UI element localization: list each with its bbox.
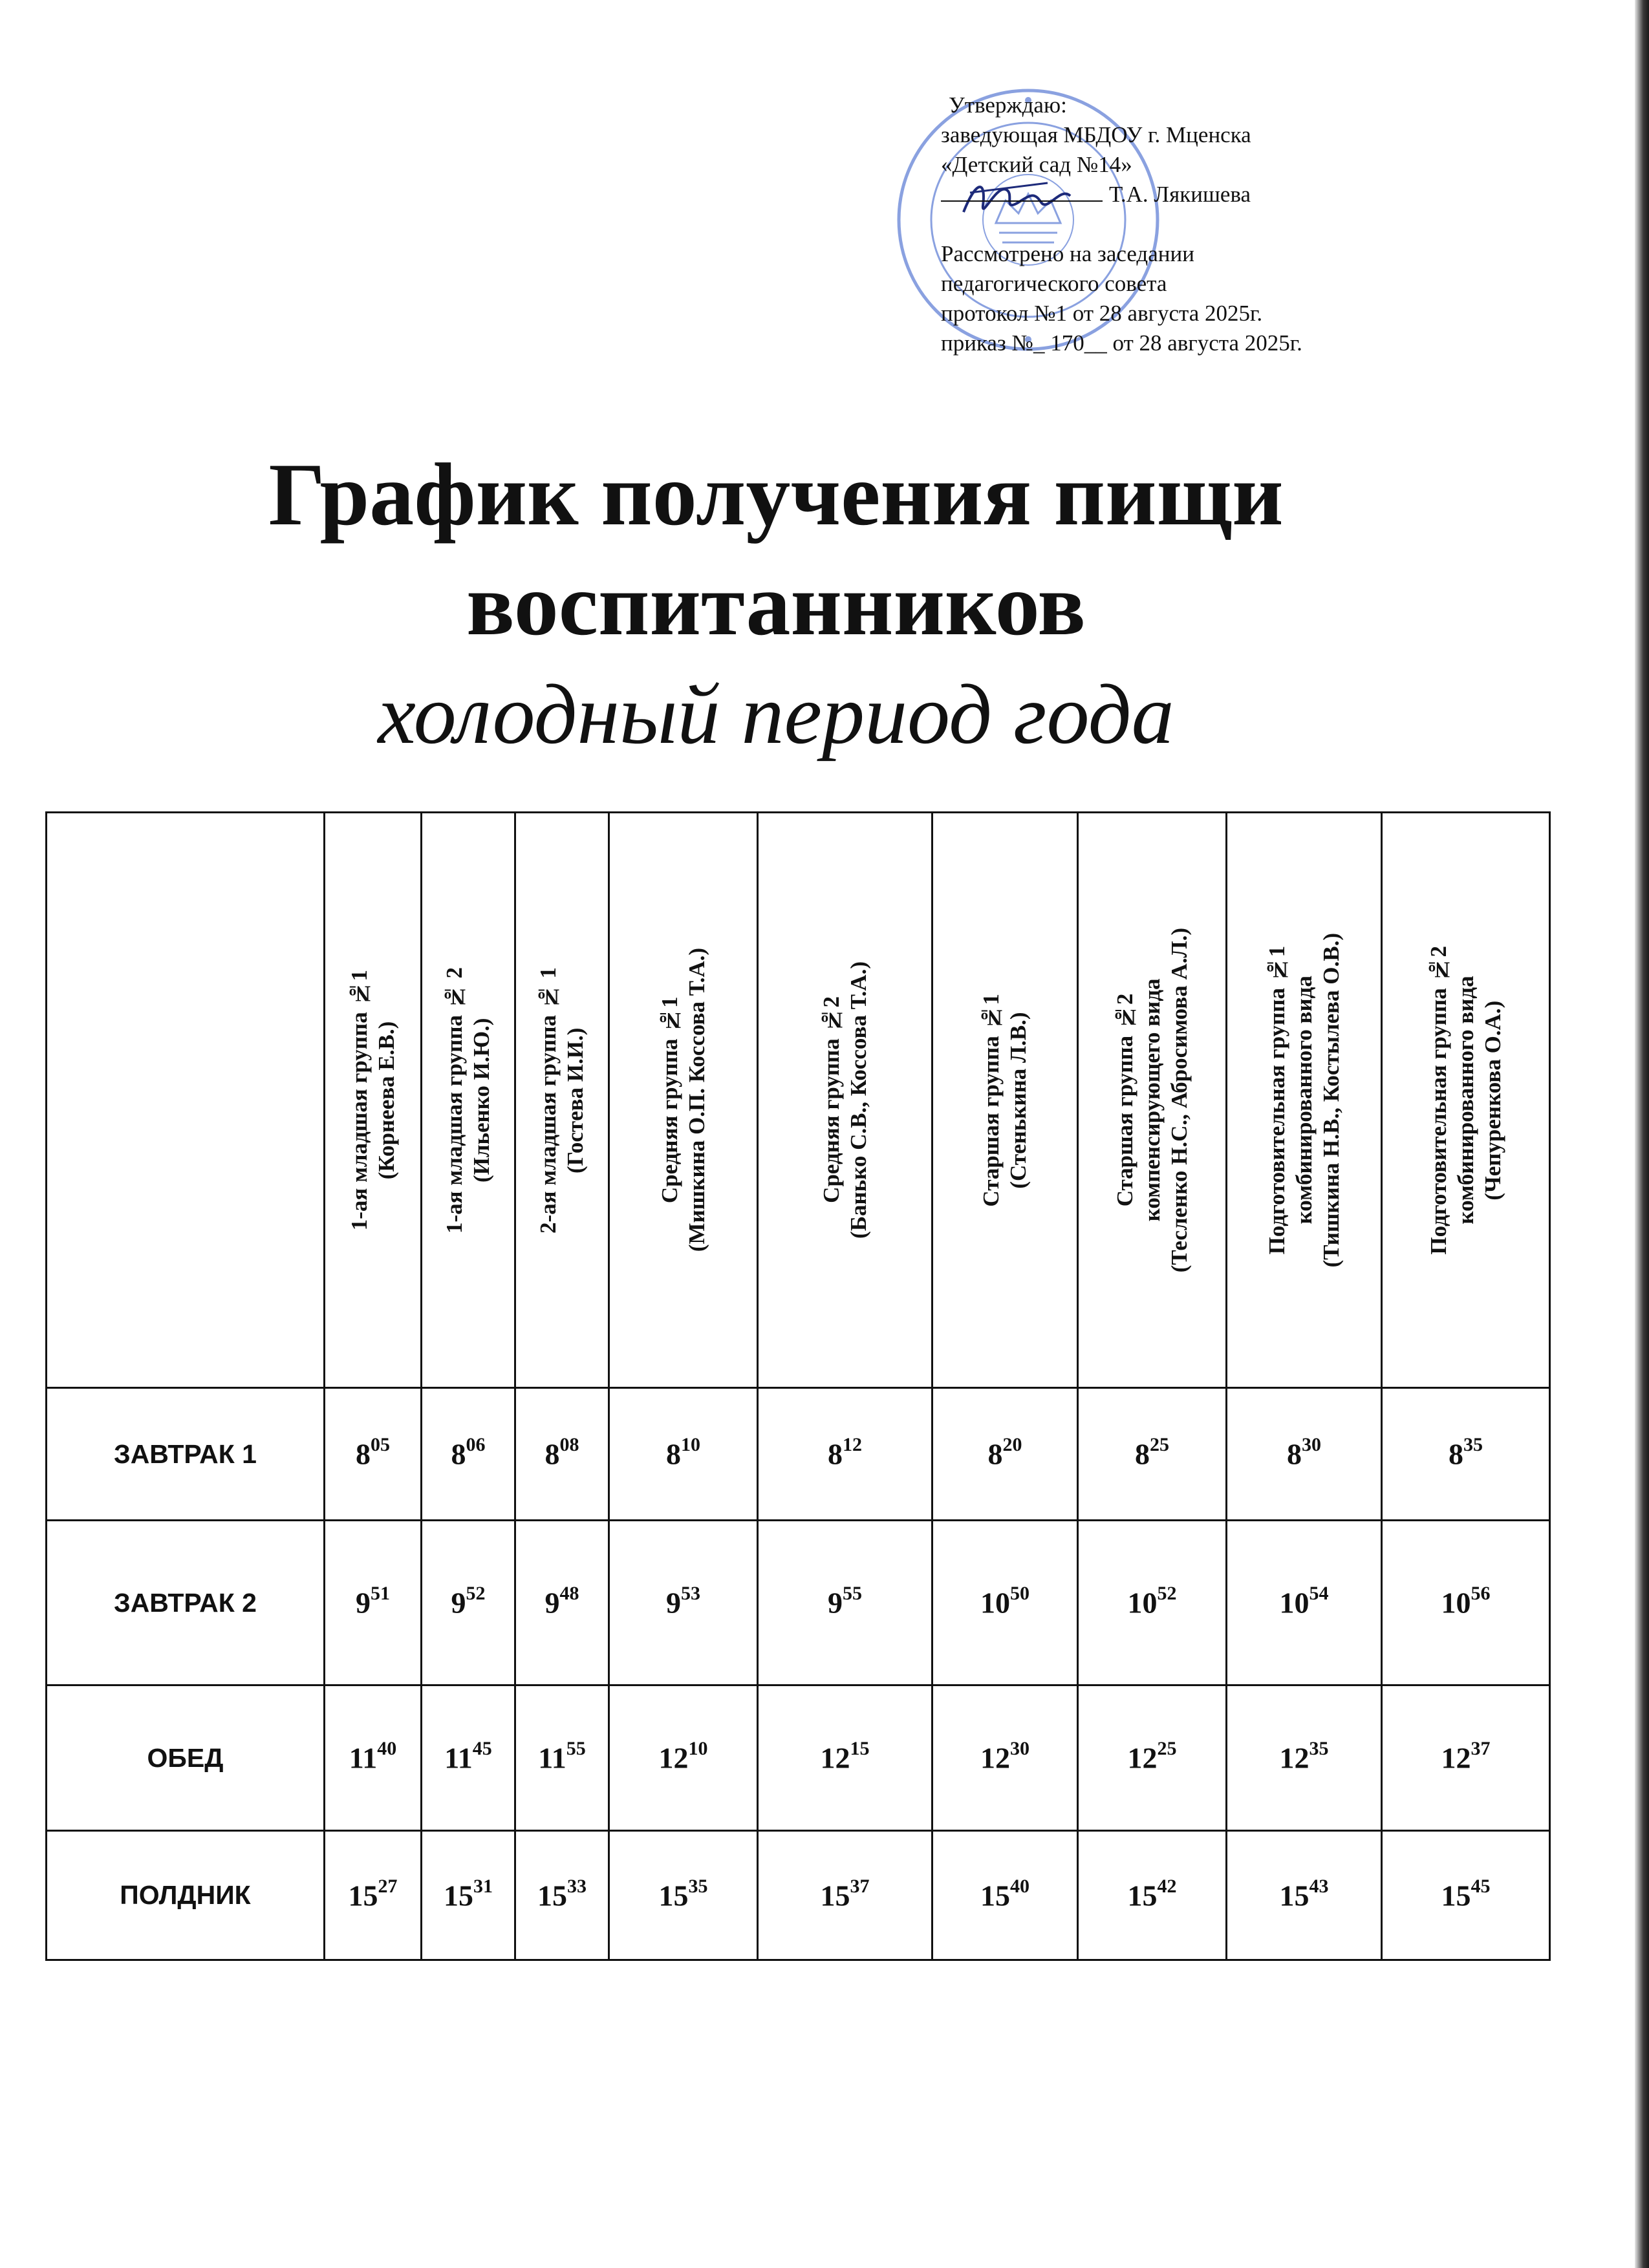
- order-number: приказ №_ 170__ от 28 августа 2025г.: [941, 330, 1302, 356]
- time-minutes: 45: [1471, 1875, 1491, 1897]
- group-header-line-2: комбинированного вида: [1452, 976, 1478, 1225]
- signature-line: [941, 181, 1103, 202]
- time-minutes: 30: [1302, 1434, 1321, 1456]
- time-hour: 10: [1279, 1586, 1310, 1620]
- time-hour: 12: [980, 1741, 1010, 1775]
- time-minutes: 35: [1309, 1738, 1329, 1760]
- group-header-line-1: Старшая группа №2: [1112, 993, 1137, 1207]
- time-minutes: 20: [1002, 1434, 1022, 1456]
- time-minutes: 50: [1010, 1583, 1029, 1605]
- time-hour: 8: [828, 1437, 843, 1471]
- meal-time-cell: [1078, 1831, 1227, 1960]
- time-hour: 8: [356, 1437, 371, 1471]
- council-note: Рассмотрено на заседании: [941, 241, 1194, 266]
- time-minutes: 12: [843, 1434, 862, 1456]
- group-header-1: [325, 813, 422, 1388]
- time-hour: 8: [1449, 1437, 1463, 1471]
- group-header-line-1: 1-ая младшая группа № 2: [442, 967, 467, 1234]
- meal-time-cell: [932, 1388, 1078, 1521]
- meal-time-cell: [758, 1831, 932, 1960]
- time-minutes: 08: [559, 1434, 579, 1456]
- table-row: [47, 1831, 1550, 1960]
- table-header-row: [47, 813, 1550, 1388]
- time-minutes: 37: [1471, 1738, 1491, 1760]
- time-minutes: 10: [688, 1738, 708, 1760]
- time-minutes: 56: [1471, 1583, 1491, 1605]
- time-minutes: 43: [1309, 1875, 1329, 1897]
- group-header-line-1: Подготовительная группа №2: [1425, 945, 1451, 1255]
- group-header-text: [818, 961, 872, 1239]
- meal-time-cell: [422, 1521, 515, 1685]
- meal-time-cell: [422, 1685, 515, 1831]
- time-hour: 15: [1441, 1879, 1471, 1912]
- time-hour: 15: [348, 1879, 378, 1912]
- corner-cell: [47, 813, 325, 1388]
- time-hour: 11: [349, 1741, 378, 1775]
- time-minutes: 15: [850, 1738, 870, 1760]
- time-hour: 9: [544, 1586, 560, 1620]
- group-header-line-2: комбинированного вида: [1291, 976, 1317, 1225]
- group-header-line-1: 2-ая младшая группа № 1: [535, 967, 561, 1234]
- time-minutes: 55: [566, 1738, 586, 1760]
- time-minutes: 42: [1157, 1875, 1177, 1897]
- group-header-line-1: Средняя группа №2: [818, 996, 844, 1204]
- group-header-line-1: Подготовительная группа №1: [1264, 945, 1289, 1255]
- time-hour: 10: [1127, 1586, 1158, 1620]
- meal-time-cell: [1382, 1831, 1550, 1960]
- time-hour: 8: [1135, 1437, 1150, 1471]
- time-minutes: 35: [1463, 1434, 1483, 1456]
- group-header-line-2: (Мишкина О.П. Коссова Т.А.): [684, 948, 709, 1252]
- time-hour: 11: [538, 1741, 566, 1775]
- group-header-3: [515, 813, 609, 1388]
- approval-heading: Утверждаю:: [949, 92, 1067, 118]
- time-hour: 15: [980, 1879, 1010, 1912]
- time-minutes: 25: [1150, 1434, 1169, 1456]
- time-hour: 15: [444, 1879, 473, 1912]
- title-subtitle: холодный период года: [378, 667, 1174, 762]
- group-header-text: [1425, 946, 1507, 1255]
- approval-block: [941, 91, 1394, 358]
- time-minutes: 55: [843, 1583, 862, 1605]
- table-row: [47, 1521, 1550, 1685]
- time-minutes: 05: [371, 1434, 390, 1456]
- meal-time-cell: [1227, 1685, 1382, 1831]
- approval-position: заведующая МБДОУ г. Мценска: [941, 122, 1251, 147]
- meal-time-cell: [609, 1685, 758, 1831]
- time-hour: 15: [537, 1879, 567, 1912]
- group-header-line-1: 1-ая младшая группа №1: [346, 969, 372, 1231]
- time-minutes: 30: [1010, 1738, 1029, 1760]
- protocol-number: протокол №1 от 28 августа 2025г.: [941, 301, 1263, 326]
- time-minutes: 51: [371, 1583, 390, 1605]
- meal-label: ПОЛДНИК: [47, 1831, 325, 1960]
- time-hour: 12: [1441, 1741, 1471, 1775]
- time-hour: 15: [1279, 1879, 1310, 1912]
- council-name: педагогического совета: [941, 271, 1167, 296]
- table-row: [47, 1388, 1550, 1521]
- group-header-5: [758, 813, 932, 1388]
- meal-label: ЗАВТРАК 1: [47, 1388, 325, 1521]
- time-hour: 10: [980, 1586, 1010, 1620]
- meal-time-cell: [932, 1521, 1078, 1685]
- group-header-text: [978, 994, 1032, 1207]
- time-minutes: 27: [378, 1875, 398, 1897]
- table-row: [47, 1685, 1550, 1831]
- group-header-line-1: Старшая группа №1: [978, 993, 1004, 1207]
- group-header-line-2: (Корнеева Е.В.): [373, 1021, 399, 1179]
- meal-time-cell: [1227, 1831, 1382, 1960]
- time-minutes: 52: [1157, 1583, 1177, 1605]
- time-minutes: 31: [473, 1875, 493, 1897]
- group-header-line-2: (Гостева И.И.): [563, 1027, 588, 1173]
- time-hour: 12: [658, 1741, 689, 1775]
- time-hour: 9: [356, 1586, 371, 1620]
- meal-time-cell: [1382, 1685, 1550, 1831]
- meal-time-cell: [1078, 1521, 1227, 1685]
- meal-time-cell: [609, 1388, 758, 1521]
- meal-time-cell: [1078, 1388, 1227, 1521]
- meal-time-cell: [1382, 1388, 1550, 1521]
- time-hour: 11: [444, 1741, 473, 1775]
- title-line-1: График получения пищи: [268, 445, 1284, 544]
- meal-time-cell: [758, 1388, 932, 1521]
- time-hour: 12: [1127, 1741, 1158, 1775]
- time-minutes: 52: [466, 1583, 486, 1605]
- meal-time-cell: [325, 1831, 422, 1960]
- group-header-8: [1227, 813, 1382, 1388]
- time-minutes: 33: [567, 1875, 587, 1897]
- time-hour: 15: [1127, 1879, 1158, 1912]
- group-header-line-3: (Тишкина Н.В., Костылева О.В.): [1318, 932, 1344, 1268]
- meal-time-cell: [515, 1831, 609, 1960]
- group-header-line-3: (Тесленко Н.С., Абросимова А.Л.): [1166, 927, 1192, 1273]
- time-hour: 10: [1441, 1586, 1471, 1620]
- time-minutes: 37: [850, 1875, 870, 1897]
- time-hour: 8: [987, 1437, 1003, 1471]
- meal-label: ОБЕД: [47, 1685, 325, 1831]
- time-hour: 12: [1279, 1741, 1310, 1775]
- group-header-text: [1264, 933, 1345, 1267]
- title-line-2: воспитанников: [466, 555, 1086, 654]
- meal-time-cell: [932, 1831, 1078, 1960]
- meal-time-cell: [932, 1685, 1078, 1831]
- meal-time-cell: [515, 1521, 609, 1685]
- meal-time-cell: [758, 1521, 932, 1685]
- time-minutes: 48: [559, 1583, 579, 1605]
- group-header-text: [1112, 928, 1193, 1272]
- time-hour: 8: [666, 1437, 681, 1471]
- time-hour: 12: [820, 1741, 850, 1775]
- time-minutes: 54: [1309, 1583, 1329, 1605]
- time-minutes: 35: [688, 1875, 708, 1897]
- approval-signatory-name: Т.А. Лякишева: [1109, 182, 1251, 207]
- time-hour: 9: [666, 1586, 681, 1620]
- time-hour: 15: [820, 1879, 850, 1912]
- meal-time-cell: [325, 1685, 422, 1831]
- group-header-line-3: (Чепуренкова О.А.): [1480, 1000, 1505, 1200]
- time-hour: 9: [451, 1586, 466, 1620]
- time-minutes: 10: [681, 1434, 700, 1456]
- group-header-2: [422, 813, 515, 1388]
- meal-time-cell: [515, 1685, 609, 1831]
- meal-time-cell: [758, 1685, 932, 1831]
- meal-time-cell: [422, 1831, 515, 1960]
- time-minutes: 45: [472, 1738, 492, 1760]
- scan-edge: [1635, 0, 1649, 2268]
- group-header-7: [1078, 813, 1227, 1388]
- group-header-9: [1382, 813, 1550, 1388]
- meal-time-cell: [325, 1388, 422, 1521]
- group-header-line-2: (Ильенко И.Ю.): [469, 1018, 494, 1182]
- meal-time-cell: [1382, 1521, 1550, 1685]
- time-hour: 8: [451, 1437, 466, 1471]
- meal-time-cell: [1078, 1685, 1227, 1831]
- group-header-text: [346, 970, 400, 1230]
- time-minutes: 06: [466, 1434, 486, 1456]
- time-hour: 8: [544, 1437, 560, 1471]
- time-hour: 8: [1287, 1437, 1302, 1471]
- time-minutes: 25: [1157, 1738, 1177, 1760]
- time-hour: 15: [658, 1879, 689, 1912]
- meal-time-cell: [422, 1388, 515, 1521]
- group-header-text: [441, 967, 495, 1234]
- meal-schedule-table: [45, 811, 1551, 1961]
- approval-organization: «Детский сад №14»: [941, 152, 1132, 177]
- meal-label: ЗАВТРАК 2: [47, 1521, 325, 1685]
- group-header-6: [932, 813, 1078, 1388]
- time-minutes: 40: [377, 1738, 397, 1760]
- meal-time-cell: [1227, 1388, 1382, 1521]
- group-header-line-2: (Банько С.В., Коссова Т.А.): [845, 961, 871, 1239]
- time-hour: 9: [828, 1586, 843, 1620]
- group-header-4: [609, 813, 758, 1388]
- meal-time-cell: [1227, 1521, 1382, 1685]
- time-minutes: 53: [681, 1583, 700, 1605]
- group-header-line-2: (Стенькина Л.В.): [1006, 1011, 1031, 1189]
- approval-signatory: [941, 180, 1394, 209]
- time-minutes: 40: [1010, 1875, 1029, 1897]
- document-title: [0, 440, 1552, 769]
- group-header-text: [535, 967, 589, 1234]
- meal-time-cell: [609, 1831, 758, 1960]
- group-header-line-1: Средняя группа №1: [656, 996, 682, 1204]
- group-header-line-2: компенсирующего вида: [1139, 978, 1165, 1222]
- group-header-text: [656, 948, 711, 1252]
- meal-time-cell: [325, 1521, 422, 1685]
- meal-time-cell: [515, 1388, 609, 1521]
- meal-time-cell: [609, 1521, 758, 1685]
